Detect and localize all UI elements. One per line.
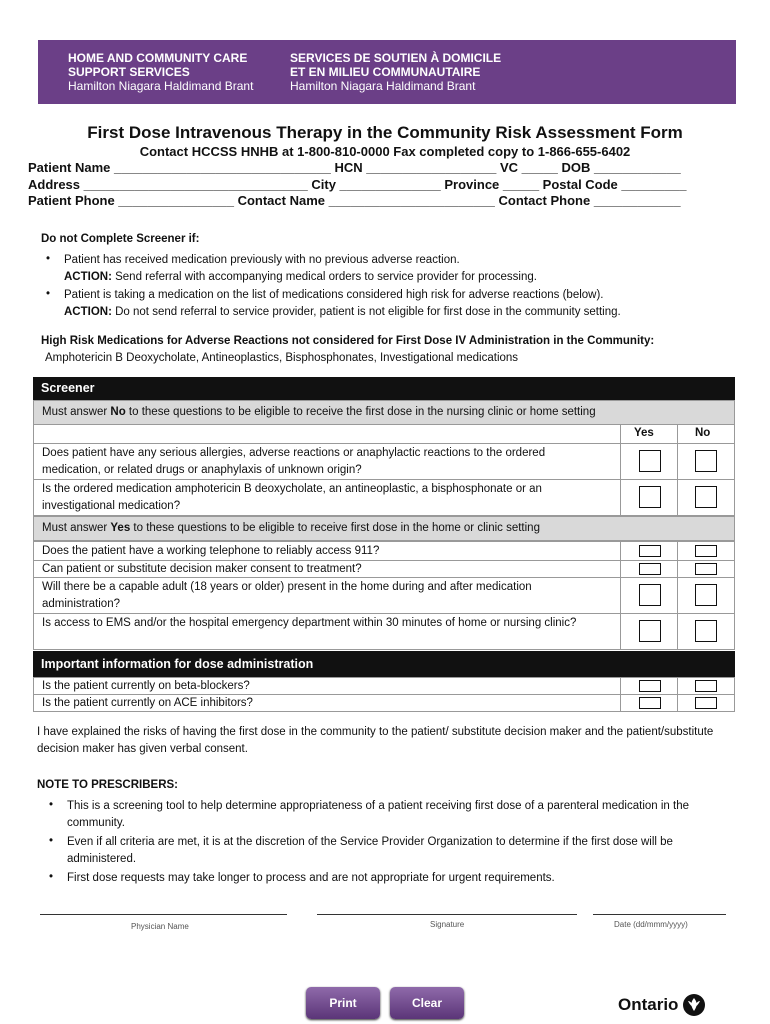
beta-blockers-no-checkbox[interactable]: [695, 680, 717, 692]
question-high-risk-med: Is the ordered medication amphotericin B deoxycholate, an antineoplastic, a bisphosphonate or an investigational medication?: [42, 483, 542, 512]
action-label: ACTION:: [64, 271, 112, 283]
high-risk-heading: High Risk Medications for Adverse Reactions not considered for First Dose IV Administration in the Community:: [41, 335, 655, 347]
signature-line[interactable]: [317, 914, 577, 915]
important-info-header: Important information for dose administration: [33, 651, 735, 677]
section-post: to these questions to be eligible to receive first dose in the home or clinic setting: [130, 522, 540, 534]
table-row: [33, 444, 735, 480]
intro-bullet-1: Patient has received medication previously with no previous adverse reaction.: [64, 254, 460, 266]
screener-header: Screener: [33, 377, 735, 400]
allergies-no-checkbox[interactable]: [695, 450, 717, 472]
high-risk-no-checkbox[interactable]: [695, 486, 717, 508]
high-risk-list: Amphotericin B Deoxycholate, Antineoplastics, Bisphosphonates, Investigational medications: [45, 352, 519, 364]
screener-section-no: [33, 400, 735, 425]
section-post: to these questions to be eligible to receive the first dose in the nursing clinic or home setting: [125, 406, 596, 418]
section-pre: Must answer: [42, 522, 111, 534]
print-button[interactable]: Print: [306, 987, 380, 1019]
capable-adult-no-checkbox[interactable]: [695, 584, 717, 606]
physician-name-line[interactable]: [40, 914, 287, 915]
question-ace-inhibitors: Is the patient currently on ACE inhibitors?: [42, 697, 253, 709]
beta-blockers-yes-checkbox[interactable]: [639, 680, 661, 692]
col-no: No: [695, 427, 711, 439]
contact-line: Contact HCCSS HNHB at 1-800-810-0000 Fax completed copy to 1-866-655-6402: [139, 144, 631, 159]
banner-english: [68, 51, 253, 93]
ace-inhibitors-yes-checkbox[interactable]: [639, 697, 661, 709]
patient-fields-row2[interactable]: Address _______________________________ City ______________ Province _____ Postal Code _________: [28, 177, 687, 192]
table-row: [33, 677, 735, 695]
clear-button[interactable]: Clear: [390, 987, 464, 1019]
note-item-2: Even if all criteria are met, it is at the discretion of the Service Provider Organization to determine if the first dose will be administered.: [67, 836, 673, 865]
date-label: Date (dd/mmm/yyyy): [614, 920, 688, 929]
banner-en-line2: SUPPORT SERVICES: [68, 65, 190, 79]
ems-yes-checkbox[interactable]: [639, 620, 661, 642]
bullet-icon: •: [49, 871, 54, 883]
section-emphasis: No: [110, 406, 126, 418]
high-risk-yes-checkbox[interactable]: [639, 486, 661, 508]
banner-fr-line2: ET EN MILIEU COMMUNAUTAIRE: [290, 65, 481, 79]
consent-no-checkbox[interactable]: [695, 563, 717, 575]
column-header-row: [33, 425, 735, 444]
signature-label: Signature: [430, 920, 465, 929]
bullet-icon: •: [49, 835, 54, 847]
banner-french: [290, 51, 501, 93]
intro-action-2: [64, 304, 621, 321]
note-heading: NOTE TO PRESCRIBERS:: [37, 779, 178, 791]
ontario-wordmark: Ontario: [618, 995, 679, 1014]
ace-inhibitors-no-checkbox[interactable]: [695, 697, 717, 709]
question-allergies: Does patient have any serious allergies, adverse reactions or anaphylactic reactions to the ordered medication, or related drugs or anaphylaxis of unknown origin?: [42, 447, 546, 476]
consent-statement: I have explained the risks of having the first dose in the community to the patient/ substitute decision maker and the patient/substitute decision maker has given verbal consent.: [37, 726, 714, 755]
banner-en-line3: Hamilton Niagara Haldimand Brant: [68, 79, 254, 93]
consent-yes-checkbox[interactable]: [639, 563, 661, 575]
table-row: [33, 695, 735, 712]
allergies-yes-checkbox[interactable]: [639, 450, 661, 472]
ems-no-checkbox[interactable]: [695, 620, 717, 642]
table-row: [33, 561, 735, 578]
action-text: Do not send referral to service provider, patient is not eligible for first dose in the community setting.: [111, 306, 621, 318]
question-capable-adult: Will there be a capable adult (18 years or older) present in the home during and after medication administration?: [42, 581, 532, 610]
note-item-3: First dose requests may take longer to process and are not appropriate for urgent requirements.: [67, 872, 555, 884]
patient-fields-row1[interactable]: Patient Name ______________________________ HCN __________________ VC _____ DOB ____________: [28, 160, 681, 175]
col-yes: Yes: [634, 427, 654, 439]
bullet-icon: •: [49, 799, 54, 811]
bullet-icon: •: [46, 288, 51, 300]
table-row: [33, 578, 735, 614]
note-item-1: This is a screening tool to help determine appropriateness of a patient receiving first dose of a parenteral medication in the community.: [67, 800, 689, 829]
screener-section-yes: [33, 516, 735, 541]
ontario-logo: [618, 992, 706, 1018]
patient-fields-row3[interactable]: Patient Phone ________________ Contact Name _______________________ Contact Phone ____________: [28, 193, 681, 208]
action-text: Send referral with accompanying medical orders to service provider for processing.: [111, 271, 537, 283]
header-banner: [38, 40, 736, 104]
physician-name-label: Physician Name: [131, 922, 189, 931]
question-ems-access: Is access to EMS and/or the hospital emergency department within 30 minutes of home or nursing clinic?: [42, 617, 577, 629]
bullet-icon: •: [46, 253, 51, 265]
table-row: [33, 614, 735, 650]
section-pre: Must answer: [42, 406, 111, 418]
form-title: First Dose Intravenous Therapy in the Community Risk Assessment Form: [87, 123, 683, 142]
date-line[interactable]: [593, 914, 726, 915]
table-row: [33, 480, 735, 516]
banner-fr-line3: Hamilton Niagara Haldimand Brant: [290, 79, 476, 93]
banner-fr-line1: SERVICES DE SOUTIEN À DOMICILE: [290, 51, 502, 65]
section-emphasis: Yes: [110, 522, 131, 534]
trillium-icon: [682, 993, 706, 1017]
capable-adult-yes-checkbox[interactable]: [639, 584, 661, 606]
question-consent: Can patient or substitute decision maker consent to treatment?: [42, 563, 362, 575]
do-not-complete-heading: Do not Complete Screener if:: [41, 233, 200, 245]
telephone-no-checkbox[interactable]: [695, 545, 717, 557]
intro-bullet-2: Patient is taking a medication on the list of medications considered high risk for adverse reactions (below).: [64, 289, 604, 301]
question-beta-blockers: Is the patient currently on beta-blockers?: [42, 680, 250, 692]
banner-en-line1: HOME AND COMMUNITY CARE: [68, 51, 248, 65]
question-telephone: Does the patient have a working telephone to reliably access 911?: [42, 545, 380, 557]
table-row: [33, 541, 735, 561]
action-label: ACTION:: [64, 306, 112, 318]
telephone-yes-checkbox[interactable]: [639, 545, 661, 557]
intro-action-1: [64, 269, 537, 286]
